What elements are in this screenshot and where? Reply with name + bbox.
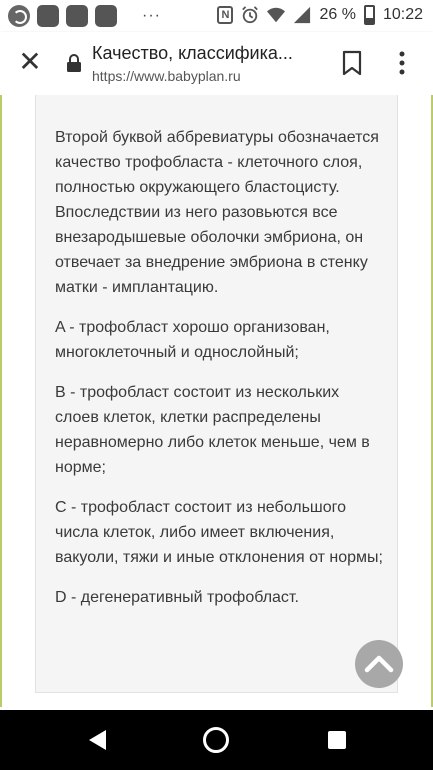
article-paragraph: C - трофобласт состоит из небольшого числа клеток, либо имеет включения, вакуоли, тяжи и иные отклонения от нормы; bbox=[55, 499, 383, 566]
wifi-icon bbox=[267, 6, 285, 24]
bookmark-icon[interactable] bbox=[340, 50, 364, 76]
signal-icon bbox=[293, 6, 311, 24]
system-icons bbox=[217, 5, 423, 25]
back-icon[interactable] bbox=[86, 728, 110, 752]
page-url[interactable]: https://www.babyplan.ru bbox=[92, 68, 241, 84]
app-icon bbox=[8, 5, 30, 27]
article-paragraph: Второй буквой аббревиатуры обозначается качество трофобласта - клеточного слоя, полностью окружающего бластоцисту. Впоследствии из него разовьются все внезародышевые оболочки эмбриона, он отвечает за внедрение эмбриона в стенку матки - имплантацию. bbox=[55, 129, 379, 296]
gallery-icon bbox=[95, 5, 117, 27]
recents-icon[interactable] bbox=[328, 731, 346, 749]
lock-icon bbox=[66, 54, 82, 72]
web-page[interactable] bbox=[0, 95, 433, 707]
status-bar bbox=[0, 0, 433, 32]
article-paragraph: B - трофобласт состоит из нескольких слоев клеток, клетки распределены неравномерно либо клеток меньше, чем в норме; bbox=[55, 384, 370, 476]
article-paragraph: A - трофобласт хорошо организован, многоклеточный и однослойный; bbox=[55, 319, 330, 361]
navigation-bar bbox=[0, 710, 433, 770]
alarm-icon bbox=[241, 6, 259, 24]
chevron-up-icon bbox=[355, 640, 403, 688]
home-icon[interactable] bbox=[203, 727, 229, 753]
gallery-icon bbox=[66, 5, 88, 27]
article-card bbox=[35, 95, 398, 693]
nfc-icon: N bbox=[217, 6, 233, 24]
browser-toolbar bbox=[0, 32, 433, 95]
clock: 10:22 bbox=[382, 6, 423, 23]
close-icon[interactable]: ✕ bbox=[18, 46, 42, 77]
page-frame-left bbox=[0, 95, 2, 707]
article-text bbox=[55, 125, 385, 625]
gallery-icon bbox=[37, 5, 59, 27]
more-dots-icon: ··· bbox=[142, 7, 161, 24]
page-title[interactable]: Качество, классифика... bbox=[92, 43, 293, 63]
more-vert-icon[interactable] bbox=[395, 50, 409, 76]
scroll-to-top-button[interactable] bbox=[355, 640, 403, 688]
article-paragraph: D - дегенеративный трофобласт. bbox=[55, 589, 299, 606]
battery-icon bbox=[364, 5, 375, 25]
notification-icons bbox=[8, 5, 161, 27]
battery-percent: 26 % bbox=[319, 6, 356, 23]
